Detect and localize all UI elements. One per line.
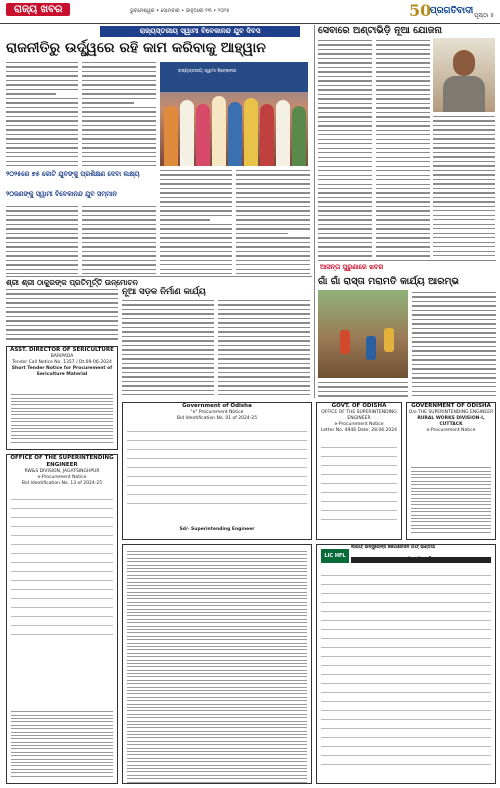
govt-odisha-procurement-ad xyxy=(122,402,312,540)
right-column-5 xyxy=(318,382,408,398)
right-column-4 xyxy=(412,292,496,396)
story-banner: ରାଜ୍ୟସ୍ତରୀୟ ସ୍ୱାମୀ ବିବେକାନନ୍ଦ ଯୁବ ଦିବସ xyxy=(100,26,300,37)
lead-bullet-1: ୨୦୨୫ରେ ୭୫ କୋଟି ଯୁବଙ୍କୁ ପ୍ରଶିକ୍ଷଣ ଦେବା ଲକ୍ଷ୍ୟ xyxy=(6,170,140,178)
left-subhead: ଶ୍ରୀ ଶ୍ରୀ ଠାକୁରଙ୍କ ପ୍ରତିମୂର୍ତ୍ତି ଉନ୍ମୋଚନ xyxy=(6,278,138,287)
right-column-2 xyxy=(376,40,430,258)
ad-notice: Bid Identification No. 01 of 2024-25 xyxy=(176,416,258,421)
ad-title: Government of Odisha xyxy=(182,403,252,409)
lead-column-4 xyxy=(236,170,310,274)
sericulture-tender-ad xyxy=(6,346,118,450)
govt-odisha-se-ad xyxy=(316,402,402,540)
lead-headline: ରାଜନୀତିରୁ ଉର୍ଦ୍ଧ୍ୱରେ ରହି କାମ କରିବାକୁ ଆହ୍ୱାନ xyxy=(6,40,266,56)
ad-body-text xyxy=(127,551,307,784)
ad-description: e-Procurement Notice xyxy=(426,428,476,433)
ad-subtitle: ଲାଇଫ୍ ଇନ୍ସୁରେନ୍ସ କର୍ପୋରେସନ ଅଫ୍ ଇଣ୍ଡିଆ xyxy=(351,545,436,550)
mid-story-text-1 xyxy=(122,300,214,398)
lead-column-1b xyxy=(6,206,78,274)
ad-subtitle: "e" Procurement Notice xyxy=(190,410,244,415)
right-kicker: ଆସନ୍ତା ପୁରୁଣାରେ ଖବର xyxy=(320,263,384,271)
ad-description: Letter No. 4946 Date: 28.06.2024 xyxy=(320,428,398,433)
photo-caption: ରାଜ୍ୟସ୍ତରୀୟ ସ୍ୱାମୀ ବିବେକାନନ୍ଦ xyxy=(178,69,237,74)
ad-notice: ବିକ୍ରୟ ନୋଟିସ xyxy=(351,557,491,563)
ad-body-text xyxy=(11,711,113,779)
ad-subtitle: O/o THE SUPERINTENDING ENGINEER xyxy=(408,410,494,415)
right-headline: ସେବାରେ ଅଣ୍ଟାଭିଡ଼ି ନୂଆ ଯୋଜନା xyxy=(318,25,442,36)
ad-description: Bid Identification No. 13 of 2024-25 xyxy=(21,481,103,486)
right-column-1 xyxy=(318,40,372,258)
ad-body-text xyxy=(11,394,113,445)
masthead xyxy=(0,0,500,24)
right-column-3 xyxy=(433,116,495,258)
portrait-photo xyxy=(433,38,495,112)
ad-notice: RURAL WORKS DIVISION-I, CUTTACK xyxy=(417,416,485,427)
right-subhead: ଗାଁ ଗାଁ ରାସ୍ତା ମରାମତି କାର୍ଯ୍ୟ ଆରମ୍ଭ xyxy=(318,276,459,287)
lead-column-2 xyxy=(82,62,156,166)
ad-table xyxy=(11,499,113,643)
ceremony-photo xyxy=(160,62,308,166)
ad-notice: e-Procurement Notice xyxy=(37,475,87,480)
ad-notice: Tender Call Notice No. 1357 / Dt.09-06-2024 xyxy=(12,360,112,365)
page-number: ପୃଷ୍ଠା ୫ xyxy=(474,12,494,19)
rural-works-cuttack-ad xyxy=(406,402,496,540)
ad-table xyxy=(321,447,397,528)
ad-notice: e-Procurement Notice xyxy=(334,422,384,427)
section-tag: ରାଜ୍ୟ ଖବର xyxy=(6,3,70,16)
lead-column-1 xyxy=(6,62,78,166)
ad-subtitle: RW&S DIVISION, JAGATSINGHPUR xyxy=(24,469,100,474)
mid-story-text-2 xyxy=(218,300,310,398)
ad-title: GOVT. OF ODISHA xyxy=(331,403,387,409)
rws-jagatsinghpur-ad xyxy=(6,454,118,784)
odia-procurement-notice-ad xyxy=(122,544,312,784)
lead-column-2b xyxy=(82,206,156,274)
ad-title: ASST. DIRECTOR OF SERICULTURE xyxy=(10,347,114,353)
ad-signature: Sd/- Superintending Engineer xyxy=(179,527,255,532)
left-story-text xyxy=(6,289,118,343)
ad-description: Short Tender Notice for Procurement of Sericulture Material xyxy=(11,366,113,377)
ad-title: OFFICE OF THE SUPERINTENDING ENGINEER xyxy=(10,455,114,468)
ad-table xyxy=(321,575,491,773)
road-work-photo xyxy=(318,290,408,378)
lic-hfl-logo: LIC HFL xyxy=(321,549,349,563)
newspaper-logo: ପ୍ରଗତିବାଦୀ xyxy=(430,6,474,16)
ad-subtitle: OFFICE OF THE SUPERINTENDING ENGINEER xyxy=(321,410,397,421)
ad-subtitle: BARIPADA xyxy=(50,354,74,359)
ad-title: GOVERNMENT OF ODISHA xyxy=(411,403,491,409)
logo-50-anniversary: 50 xyxy=(409,1,432,20)
ad-body-text xyxy=(411,467,491,535)
lead-column-3 xyxy=(160,170,232,274)
mid-subhead: ନୂଆ ସଡ଼କ ନିର୍ମାଣ କାର୍ଯ୍ୟ xyxy=(122,287,206,297)
ad-table xyxy=(127,431,307,512)
lead-bullet-2: ୨୦ଜଣଙ୍କୁ ସ୍ୱାମୀ ବିବେକାନନ୍ଦ ଯୁବ ସମ୍ମାନ xyxy=(6,190,117,198)
lic-hfl-sale-notice-ad xyxy=(316,544,496,784)
dateline: ଭୁବନେଶ୍ୱର • ସୋମବାର • ଜାନୁଆରୀ ୧୩ • ୨୦୨୫ xyxy=(130,8,230,14)
